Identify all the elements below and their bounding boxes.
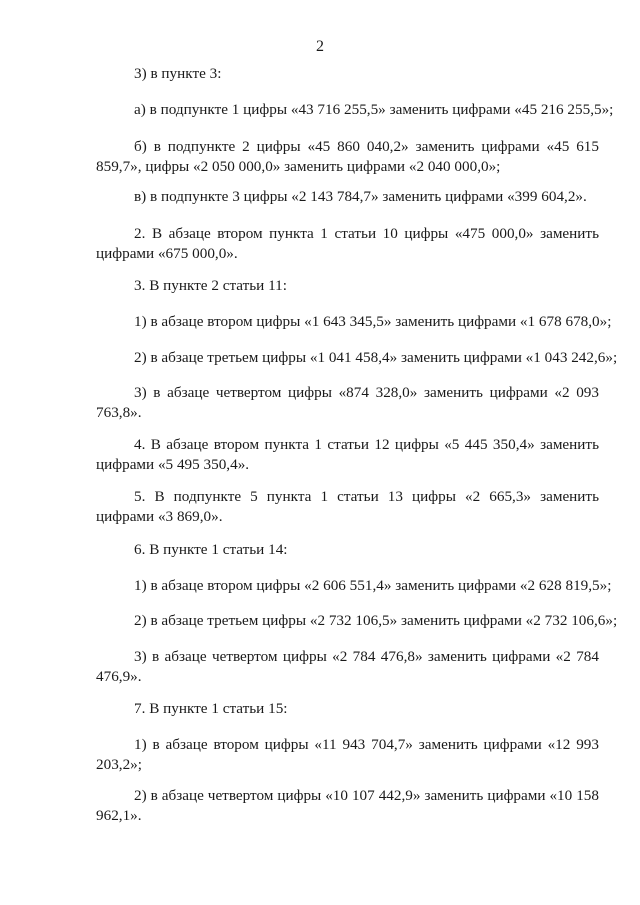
paragraph-article-15-sub-2: 2) в абзаце четвертом цифры «10 107 442,9» заменить цифрами «10 158 962,1». [96, 787, 599, 824]
paragraph-item-2: 2. В абзаце втором пункта 1 статьи 10 цифры «475 000,0» заменить цифрами «675 000,0». [96, 225, 599, 262]
paragraph-article-14-sub-3: 3) в абзаце четвертом цифры «2 784 476,8» заменить цифрами «2 784 476,9». [96, 648, 599, 685]
paragraph-subitem-b: б) в подпункте 2 цифры «45 860 040,2» заменить цифрами «45 615 859,7», цифры «2 050 000,0» заменить цифрами «2 040 000,0»; [96, 138, 599, 175]
paragraph-article-11-sub-2: 2) в абзаце третьем цифры «1 041 458,4» заменить цифрами «1 043 242,6»; [134, 349, 618, 366]
paragraph-article-14-sub-1: 1) в абзаце втором цифры «2 606 551,4» заменить цифрами «2 628 819,5»; [134, 577, 612, 594]
paragraph-subitem-a: а) в подпункте 1 цифры «43 716 255,5» заменить цифрами «45 216 255,5»; [134, 101, 614, 118]
paragraph-item-4: 4. В абзаце втором пункта 1 статьи 12 цифры «5 445 350,4» заменить цифрами «5 495 350,4». [96, 436, 599, 473]
paragraph-item-6: 6. В пункте 1 статьи 14: [134, 541, 288, 558]
paragraph-item-5: 5. В подпункте 5 пункта 1 статьи 13 цифры «2 665,3» заменить цифрами «3 869,0». [96, 488, 599, 525]
paragraph-item-7: 7. В пункте 1 статьи 15: [134, 700, 288, 717]
page-number: 2 [316, 38, 324, 55]
paragraph-article-11-sub-3: 3) в абзаце четвертом цифры «874 328,0» заменить цифрами «2 093 763,8». [96, 384, 599, 421]
paragraph-subitem-v: в) в подпункте 3 цифры «2 143 784,7» заменить цифрами «399 604,2». [134, 188, 587, 205]
paragraph-article-15-sub-1: 1) в абзаце втором цифры «11 943 704,7» заменить цифрами «12 993 203,2»; [96, 736, 599, 773]
paragraph-item-3-in-point-3: 3) в пункте 3: [134, 65, 222, 82]
paragraph-article-11-sub-1: 1) в абзаце втором цифры «1 643 345,5» заменить цифрами «1 678 678,0»; [134, 313, 612, 330]
paragraph-item-3-article-11: 3. В пункте 2 статьи 11: [134, 277, 287, 294]
paragraph-article-14-sub-2: 2) в абзаце третьем цифры «2 732 106,5» заменить цифрами «2 732 106,6»; [134, 612, 618, 629]
